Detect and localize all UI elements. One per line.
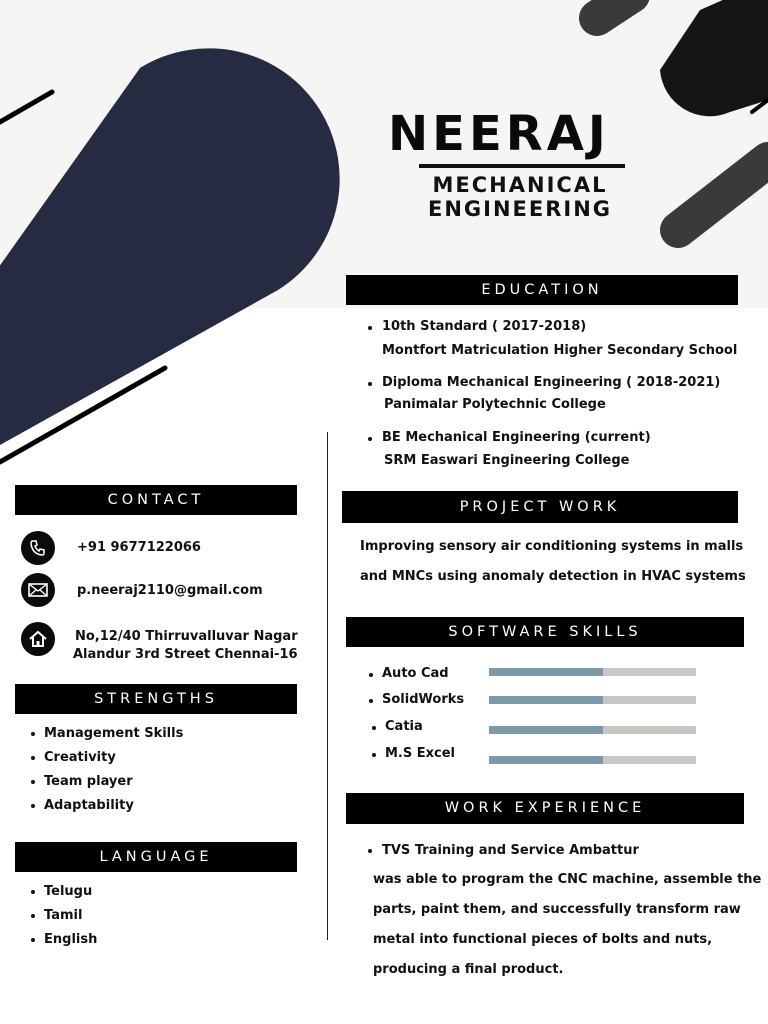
skill-bar bbox=[489, 696, 696, 704]
contact-heading: CONTACT bbox=[15, 485, 297, 515]
experience-line: metal into functional pieces of bolts and nuts, bbox=[373, 932, 713, 947]
deco-line-top-left bbox=[0, 92, 52, 122]
bullet bbox=[31, 756, 35, 760]
strength-item: Creativity bbox=[44, 750, 116, 765]
skill-bar bbox=[489, 668, 696, 676]
strength-item: Management Skills bbox=[44, 726, 184, 741]
column-divider bbox=[327, 432, 328, 940]
project-line-2: and MNCs using anomaly detection in HVAC systems bbox=[360, 569, 746, 584]
bullet bbox=[369, 699, 373, 703]
bullet bbox=[372, 753, 376, 757]
deco-bar-top-right bbox=[597, 0, 632, 18]
skill-name: Catia bbox=[385, 719, 423, 734]
bullet bbox=[31, 780, 35, 784]
home-icon bbox=[21, 622, 55, 656]
bullet bbox=[31, 938, 35, 942]
deco-bar-right bbox=[678, 160, 768, 230]
bullet bbox=[368, 326, 372, 330]
address-line-1: No,12/40 Thirruvalluvar Nagar bbox=[75, 629, 298, 644]
bullet bbox=[31, 732, 35, 736]
education-degree: BE Mechanical Engineering (current) bbox=[382, 430, 651, 445]
deco-blob-top-right bbox=[660, 0, 768, 116]
strengths-heading: STRENGTHS bbox=[15, 684, 297, 714]
language-item: Tamil bbox=[44, 908, 83, 923]
education-degree: 10th Standard ( 2017-2018) bbox=[382, 319, 587, 334]
language-item: Telugu bbox=[44, 884, 93, 899]
bullet bbox=[372, 726, 376, 730]
education-school: Panimalar Polytechnic College bbox=[384, 397, 606, 412]
experience-company: TVS Training and Service Ambattur bbox=[382, 843, 639, 858]
bullet bbox=[368, 437, 372, 441]
candidate-title bbox=[405, 173, 635, 221]
phone-number[interactable]: +91 9677122066 bbox=[77, 540, 201, 555]
candidate-name: NEERAJ bbox=[388, 106, 610, 162]
experience-line: was able to program the CNC machine, assemble the bbox=[373, 872, 762, 887]
strength-item: Adaptability bbox=[44, 798, 134, 813]
email-address[interactable]: p.neeraj2110@gmail.com bbox=[77, 583, 263, 598]
language-heading: LANGUAGE bbox=[15, 842, 297, 872]
education-degree: Diploma Mechanical Engineering ( 2018-2021) bbox=[382, 375, 721, 390]
education-heading: EDUCATION bbox=[346, 275, 738, 305]
project-heading: PROJECT WORK bbox=[342, 491, 738, 523]
skill-bar-fill bbox=[489, 696, 603, 704]
address-line-2: Alandur 3rd Street Chennai-16 bbox=[73, 647, 298, 662]
bullet bbox=[31, 804, 35, 808]
software-heading: SOFTWARE SKILLS bbox=[346, 617, 744, 647]
skill-name: M.S Excel bbox=[385, 746, 456, 761]
bullet bbox=[368, 849, 372, 853]
skill-name: SolidWorks bbox=[382, 692, 465, 707]
skill-bar bbox=[489, 726, 696, 734]
skill-bar bbox=[489, 756, 696, 764]
phone-icon bbox=[21, 531, 55, 565]
strength-item: Team player bbox=[44, 774, 133, 789]
education-school: Montfort Matriculation Higher Secondary School bbox=[382, 343, 738, 358]
skill-bar-fill bbox=[489, 668, 603, 676]
experience-heading: WORK EXPERIENCE bbox=[346, 793, 744, 824]
bullet bbox=[31, 914, 35, 918]
skill-name: Auto Cad bbox=[382, 666, 449, 681]
title-line-2: ENGINEERING bbox=[427, 197, 613, 221]
bullet bbox=[368, 382, 372, 386]
experience-line: producing a final product. bbox=[373, 962, 564, 977]
project-line-1: Improving sensory air conditioning systems in malls bbox=[360, 539, 744, 554]
education-school: SRM Easwari Engineering College bbox=[384, 453, 630, 468]
title-line-1: MECHANICAL bbox=[432, 173, 608, 197]
experience-line: parts, paint them, and successfully transform raw bbox=[373, 902, 741, 917]
bullet bbox=[31, 890, 35, 894]
email-icon bbox=[21, 573, 55, 607]
navy-capsule-shape bbox=[0, 48, 340, 470]
bullet bbox=[369, 673, 373, 677]
skill-bar-fill bbox=[489, 726, 603, 734]
name-underline bbox=[419, 164, 625, 168]
skill-bar-fill bbox=[489, 756, 603, 764]
language-item: English bbox=[44, 932, 98, 947]
